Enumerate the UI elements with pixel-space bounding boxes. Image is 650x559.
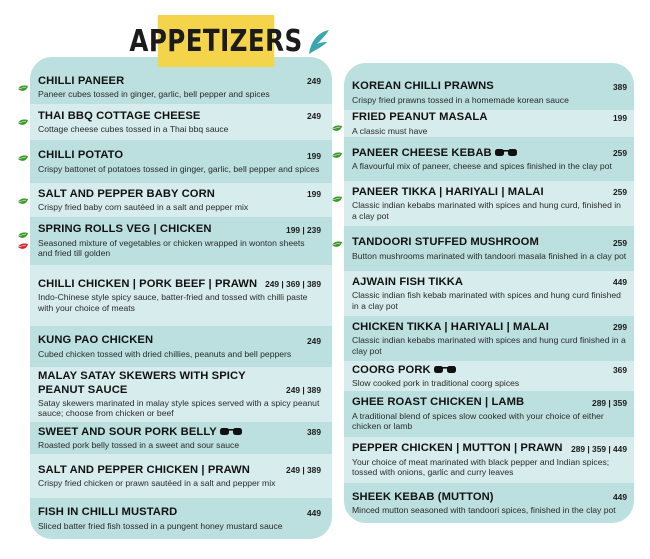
menu-item-name-text: SALT AND PEPPER BABY CORN — [38, 187, 215, 200]
menu-item-header — [38, 149, 321, 162]
menu-item-description: Crispy fried prawns tossed in a homemade korean sauce — [352, 94, 569, 105]
menu-item-header — [352, 491, 627, 504]
menu-item-description: Minced mutton seasoned with tandoori spices, finished in the clay pot — [352, 505, 616, 516]
menu-item — [30, 183, 332, 217]
menu-item-price: 249 | 389 — [286, 465, 321, 476]
menu-item-description: Slow cooked pork in traditional coorg spices — [352, 378, 520, 389]
menu-item-header — [38, 110, 321, 123]
menu-item-header — [38, 464, 321, 477]
menu-item-name-text: SALT AND PEPPER CHICKEN | PRAWN — [38, 463, 250, 476]
menu-item — [344, 361, 634, 391]
green-leaf-icon — [18, 119, 28, 127]
veg-marker — [18, 193, 28, 201]
menu-item — [30, 70, 332, 104]
green-leaf-icon — [332, 125, 342, 133]
veg-marker — [18, 80, 28, 88]
green-leaf-icon — [18, 155, 28, 163]
menu-item-description: A traditional blend of spices slow cooked with your choice of either chicken or lamb — [352, 410, 604, 432]
menu-item-description: Seasoned mixture of vegetables or chicken wrapped in wonton sheets and fried till golden — [38, 237, 305, 259]
green-leaf-icon — [332, 152, 342, 160]
menu-item-description: Classic indian kebabs marinated with spices and hung curd finished in a clay pot — [352, 335, 626, 356]
section-title: APPETIZERS — [129, 23, 303, 59]
menu-item — [30, 140, 332, 183]
menu-item-name — [38, 188, 215, 201]
menu-item-price: 199 — [613, 112, 627, 123]
menu-item-header — [352, 186, 627, 199]
veg-marker — [332, 236, 342, 244]
menu-item-name-text: KUNG PAO CHICKEN — [38, 334, 154, 347]
menu-item-header — [38, 278, 321, 291]
menu-item-name-text: PANEER CHEESE KEBAB — [352, 146, 492, 159]
menu-item-header — [352, 396, 627, 409]
menu-item-description: Satay skewers marinated in malay style spices served with a spicy peanut sauce; choose from chicken or beef — [38, 398, 320, 419]
menu-item — [344, 75, 634, 110]
menu-item — [344, 316, 634, 361]
menu-item-price: 389 — [613, 81, 627, 92]
green-leaf-icon — [18, 85, 28, 93]
menu-item-name-text: GHEE ROAST CHICKEN | LAMB — [352, 396, 525, 409]
menu-item-description: Crispy fried chicken or prawn sautéed in a salt and pepper mix — [38, 478, 276, 489]
menu-item — [30, 454, 332, 498]
menu-item-description: Indo-Chinese style spicy sauce, batter-fried and tossed with chilli paste with your choice of meats — [38, 292, 308, 313]
menu-item — [30, 265, 332, 326]
green-leaf-icon — [332, 196, 342, 204]
menu-item-price: 449 — [613, 277, 627, 288]
menu-item-description: Roasted pork belly tossed in a sweet and sour sauce — [38, 440, 240, 451]
menu-item-header — [352, 442, 627, 455]
menu-item — [30, 217, 332, 265]
menu-item-header — [352, 364, 627, 377]
menu-item — [344, 437, 634, 483]
menu-item-name — [38, 334, 153, 347]
menu-item-name-text: KOREAN CHILLI PRAWNS — [352, 80, 494, 93]
menu-item-description: Classic indian fish kebab marinated with spices and hung curd finished in a clay pot — [352, 290, 621, 311]
red-leaf-icon — [18, 243, 28, 251]
sunglasses-icon — [434, 365, 456, 374]
green-leaf-icon — [332, 241, 342, 249]
menu-item-name-text: SPRING ROLLS VEG | CHICKEN — [38, 223, 212, 236]
menu-item-price: 289 | 359 | 449 — [571, 443, 627, 454]
menu-item-name — [38, 149, 123, 162]
menu-item-header — [352, 236, 627, 249]
menu-item-price: 389 — [307, 427, 321, 438]
menu-item-description: A flavourful mix of paneer, cheese and spices finished in the clay pot — [352, 161, 612, 172]
menu-item-name-text: FISH IN CHILLI MUSTARD — [38, 506, 178, 519]
menu-item-name-text: CHICKEN TIKKA | HARIYALI | MALAI — [352, 320, 549, 333]
right-menu-column — [344, 63, 634, 523]
menu-item-name-text: SHEEK KEBAB (MUTTON) — [352, 490, 494, 503]
menu-item-name — [352, 276, 463, 289]
menu-item — [344, 483, 634, 523]
menu-item-name — [352, 491, 494, 504]
menu-item — [344, 110, 634, 137]
menu-item-name-text: TANDOORI STUFFED MUSHROOM — [352, 236, 539, 249]
menu-item-name — [352, 147, 517, 160]
menu-item-header — [352, 276, 627, 289]
menu-item-description: Classic indian kebabs marinated with spices and hung curd, finished in a clay pot — [352, 200, 621, 221]
menu-item-price: 289 | 359 — [592, 397, 627, 408]
menu-item-name-text: PEPPER CHICKEN | MUTTON | PRAWN — [352, 442, 563, 455]
menu-item-header — [38, 223, 321, 236]
menu-item-name-text: AJWAIN FISH TIKKA — [352, 275, 464, 288]
menu-item-price: 249 | 389 — [286, 385, 321, 396]
menu-item-header — [38, 334, 321, 347]
menu-item-description: Your choice of meat marinated with black pepper and Indian spices; tossed with onions, garlic and curry leaves — [352, 456, 610, 478]
menu-item — [30, 498, 332, 539]
menu-item — [30, 104, 332, 140]
menu-item — [344, 181, 634, 226]
menu-item-name — [38, 223, 212, 236]
menu-item-price: 299 — [613, 322, 627, 333]
menu-item-name — [38, 370, 282, 397]
menu-item-name-text: CHILLI CHICKEN | PORK BEEF | PRAWN — [38, 277, 258, 290]
veg-marker — [332, 147, 342, 155]
menu-item — [344, 137, 634, 181]
green-leaf-icon — [18, 198, 28, 206]
menu-item-description: Cottage cheese cubes tossed in a Thai bbq sauce — [38, 124, 229, 135]
menu-item-price: 259 — [613, 237, 627, 248]
menu-item-header — [352, 111, 627, 124]
menu-item-price: 199 — [307, 189, 321, 200]
menu-item-name-text: COORG PORK — [352, 363, 431, 376]
menu-item-name — [38, 464, 250, 477]
veg-marker — [332, 120, 342, 128]
menu-item-name-text: FRIED PEANUT MASALA — [352, 111, 488, 124]
menu-item-header — [38, 506, 321, 519]
menu-item-name — [352, 236, 539, 249]
menu-item-name — [38, 426, 242, 439]
menu-item-name — [352, 186, 544, 199]
menu-item-name — [352, 396, 524, 409]
menu-item-price: 259 — [613, 148, 627, 159]
section-title-banner — [129, 15, 303, 67]
menu-item — [30, 422, 332, 454]
menu-item-price: 449 — [307, 507, 321, 518]
menu-item-price: 449 — [613, 492, 627, 503]
menu-item-price: 249 — [307, 335, 321, 346]
menu-item-price: 199 — [307, 150, 321, 161]
sunglasses-icon — [495, 148, 517, 157]
menu-item-description: A classic must have — [352, 125, 428, 136]
menu-item-header — [38, 188, 321, 201]
menu-item-name-text: PANEER TIKKA | HARIYALI | MALAI — [352, 185, 544, 198]
menu-item-name — [352, 364, 456, 377]
menu-item-name-text: THAI BBQ COTTAGE CHEESE — [38, 109, 201, 122]
menu-item — [344, 391, 634, 437]
veg-marker — [18, 227, 28, 235]
menu-item-price: 199 | 239 — [286, 224, 321, 235]
veg-marker — [18, 114, 28, 122]
decorative-leaf-icon — [307, 28, 331, 56]
menu-item-description: Paneer cubes tossed in ginger, garlic, bell pepper and spices — [38, 89, 270, 100]
menu-item-description: Button mushrooms marinated with tandoori masala finished in a clay pot — [352, 250, 627, 261]
menu-item-name — [38, 278, 257, 291]
menu-item-name — [352, 80, 494, 93]
menu-item-header — [38, 426, 321, 439]
veg-marker — [18, 150, 28, 158]
menu-item-price: 259 — [613, 187, 627, 198]
menu-item-name — [38, 506, 177, 519]
menu-item-name-text: SWEET AND SOUR PORK BELLY — [38, 425, 217, 438]
menu-item-price: 369 — [613, 365, 627, 376]
menu-item-name-text: CHILLI PANEER — [38, 74, 125, 87]
menu-item — [344, 226, 634, 271]
menu-item — [30, 326, 332, 367]
menu-item-header — [352, 147, 627, 160]
menu-item — [344, 271, 634, 316]
menu-item-description: Cubed chicken tossed with dried chillies, peanuts and bell peppers — [38, 348, 292, 359]
nonveg-marker — [18, 238, 28, 246]
menu-item-name — [352, 321, 549, 334]
menu-item-name-text: MALAY SATAY SKEWERS WITH SPICY PEANUT SAUCE — [38, 370, 246, 396]
menu-item-price: 249 — [307, 111, 321, 122]
menu-item-name — [352, 111, 488, 124]
menu-item-price: 249 — [307, 76, 321, 87]
menu-item-name — [38, 75, 124, 88]
menu-item-header — [38, 75, 321, 88]
menu-item-name — [352, 442, 563, 455]
menu-item-name-text: CHILLI POTATO — [38, 149, 124, 162]
menu-item-description: Crispy fried baby corn sautéed in a salt and pepper mix — [38, 202, 249, 213]
menu-item-description: Crispy battonet of potatoes tossed in ginger, garlic, bell pepper and spices — [38, 163, 320, 174]
sunglasses-icon — [220, 427, 242, 436]
menu-item-name — [38, 110, 200, 123]
menu-item — [30, 367, 332, 422]
menu-item-header — [38, 370, 321, 397]
left-menu-column — [30, 57, 332, 539]
menu-item-description: Sliced batter fried fish tossed in a pungent honey mustard sauce — [38, 520, 283, 531]
veg-marker — [332, 191, 342, 199]
menu-item-header — [352, 321, 627, 334]
menu-item-price: 249 | 369 | 389 — [265, 279, 321, 290]
menu-item-header — [352, 80, 627, 93]
